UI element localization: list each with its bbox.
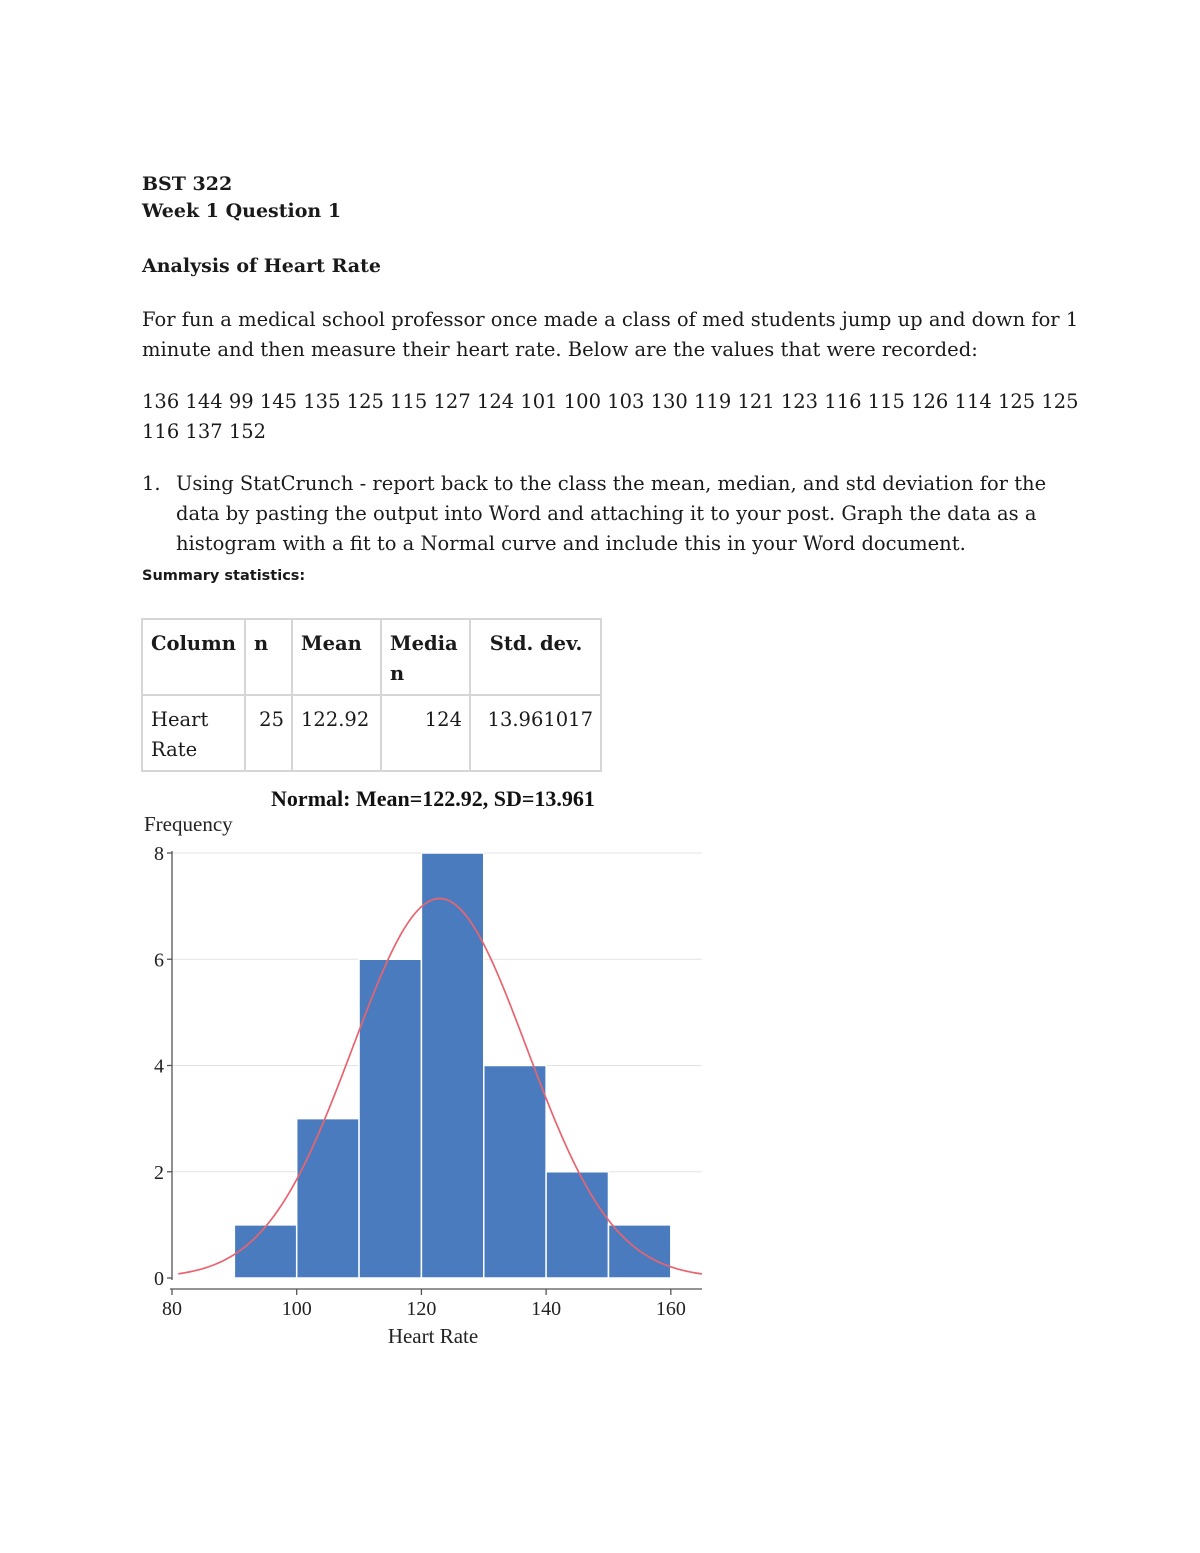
header-median: Media n	[381, 619, 470, 695]
header-std-dev: Std. dev.	[470, 619, 601, 695]
histogram-bar	[421, 853, 483, 1278]
intro-line-2: minute and then measure their heart rate. Below are the values that were recorded:	[142, 338, 978, 361]
task-line-1: Using StatCrunch - report back to the class the mean, median, and std deviation for the	[176, 472, 1047, 495]
cell-n: 25	[245, 695, 292, 771]
histogram-bar	[234, 1225, 296, 1278]
histogram-bar	[297, 1119, 359, 1278]
section-title: Analysis of Heart Rate	[142, 255, 381, 277]
values-line-2: 116 137 152	[142, 420, 267, 443]
histogram-bar	[546, 1172, 608, 1278]
header-mean: Mean	[292, 619, 381, 695]
y-tick-label: 8	[154, 843, 164, 865]
y-tick-label: 2	[154, 1161, 164, 1184]
summary-data-row	[142, 695, 601, 771]
task-line-2: data by pasting the output into Word and attaching it to your post. Graph the data as a	[176, 502, 1037, 525]
y-axis-label: Frequency	[144, 812, 233, 836]
y-tick-label: 6	[154, 949, 164, 972]
chart-title: Normal: Mean=122.92, SD=13.961	[271, 786, 595, 811]
histogram-bar	[484, 1066, 546, 1279]
assignment-title: Week 1 Question 1	[142, 200, 342, 222]
y-tick-label: 4	[154, 1055, 164, 1078]
course-code: BST 322	[142, 173, 233, 195]
cell-std-dev: 13.961017	[470, 695, 601, 771]
x-tick-label: 100	[281, 1298, 312, 1320]
cell-column: Heart Rate	[142, 695, 245, 771]
x-tick-label: 80	[162, 1298, 182, 1320]
y-tick-label: 0	[154, 1268, 164, 1290]
summary-table	[141, 618, 602, 772]
task-line-3: histogram with a fit to a Normal curve and include this in your Word document.	[176, 532, 966, 555]
cell-mean: 122.92	[292, 695, 381, 771]
histogram-chart	[135, 780, 715, 1360]
x-tick-label: 120	[406, 1298, 437, 1320]
intro-line-1: For fun a medical school professor once made a class of med students jump up and down for 1	[142, 308, 1079, 331]
header-column: Column	[142, 619, 245, 695]
values-line-1: 136 144 99 145 135 125 115 127 124 101 100 103 130 119 121 123 116 115 126 114 125 125	[142, 390, 1079, 413]
summary-label: Summary statistics:	[142, 568, 306, 584]
x-axis-label: Heart Rate	[387, 1324, 479, 1348]
x-tick-label: 160	[655, 1298, 686, 1320]
task-number: 1.	[142, 472, 161, 495]
x-tick-label: 140	[531, 1298, 562, 1320]
header-n: n	[245, 619, 292, 695]
summary-header-row	[142, 619, 601, 695]
cell-median: 124	[381, 695, 470, 771]
